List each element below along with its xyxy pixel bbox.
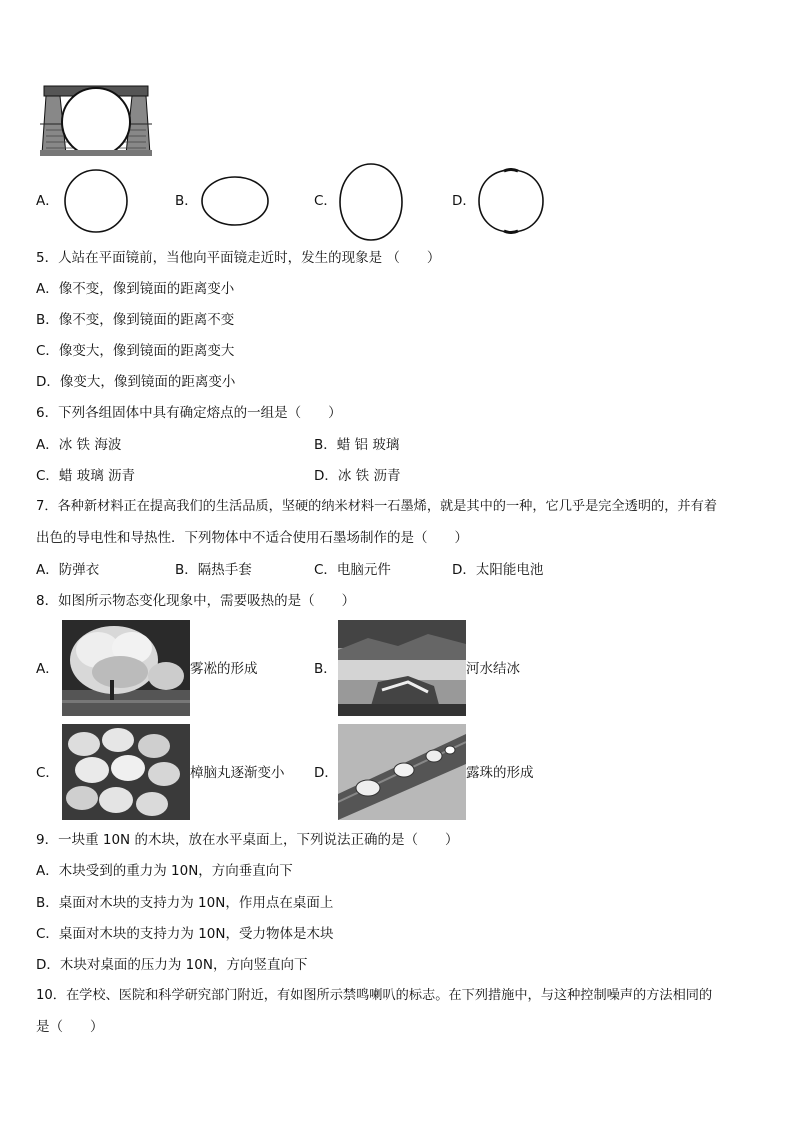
q6-option-d[interactable]: D．冰 铁 沥青 bbox=[314, 468, 401, 484]
rime-photo bbox=[62, 620, 190, 716]
q7-option-d[interactable]: D．太阳能电池 bbox=[452, 562, 544, 578]
q7-stem-line1: 7．各种新材料正在提高我们的生活品质，坚硬的纳米材料一石墨烯，就是其中的一种，它几乎是完全透明的，并有着 bbox=[36, 499, 717, 514]
mothballs-photo bbox=[62, 724, 190, 820]
q8-stem: 8．如图所示物态变化现象中，需要吸热的是（ ） bbox=[36, 593, 356, 609]
q6-option-a[interactable]: A．冰 铁 海波 bbox=[36, 437, 122, 453]
q8-option-b-caption: 河水结冰 bbox=[466, 661, 520, 677]
q6-option-b[interactable]: B．蜡 铝 玻璃 bbox=[314, 437, 400, 453]
q8-option-c-caption: 樟脑丸逐渐变小 bbox=[190, 765, 285, 781]
q4-option-c-shape bbox=[338, 162, 404, 242]
q9-stem: 9．一块重 10N 的木块，放在水平桌面上，下列说法正确的是（ ） bbox=[36, 832, 459, 848]
water-ball-illustration bbox=[40, 84, 152, 156]
q7-option-c[interactable]: C．电脑元件 bbox=[314, 562, 391, 578]
q6-option-c[interactable]: C．蜡 玻璃 沥青 bbox=[36, 468, 136, 484]
q8-option-d-caption: 露珠的形成 bbox=[466, 765, 534, 781]
q5-option-b[interactable]: B．像不变，像到镜面的距离不变 bbox=[36, 312, 235, 328]
q8-option-c-label[interactable]: C． bbox=[36, 765, 59, 781]
q5-option-c[interactable]: C．像变大，像到镜面的距离变大 bbox=[36, 343, 235, 359]
q7-option-b[interactable]: B．隔热手套 bbox=[175, 562, 252, 578]
q10-stem-line1: 10．在学校、医院和科学研究部门附近，有如图所示禁鸣喇叭的标志。在下列措施中，与这种控制噪声的方法相同的 bbox=[36, 988, 713, 1003]
frozen-river-photo bbox=[338, 620, 466, 716]
q4-option-d-shape bbox=[476, 168, 546, 234]
q9-option-d[interactable]: D．木块对桌面的压力为 10N，方向竖直向下 bbox=[36, 957, 308, 973]
q4-option-a-shape bbox=[62, 168, 130, 234]
q8-option-a-caption: 雾凇的形成 bbox=[190, 661, 258, 677]
q7-option-a[interactable]: A．防弹衣 bbox=[36, 562, 100, 578]
q5-option-a[interactable]: A．像不变，像到镜面的距离变小 bbox=[36, 281, 235, 297]
q4-option-b-label[interactable]: B． bbox=[175, 193, 198, 209]
q9-option-a[interactable]: A．木块受到的重力为 10N，方向垂直向下 bbox=[36, 863, 293, 879]
q4-option-c-label[interactable]: C． bbox=[314, 193, 337, 209]
q7-stem-line2: 出色的导电性和导热性．下列物体中不适合使用石墨场制作的是（ ） bbox=[36, 530, 468, 546]
q4-option-b-shape bbox=[200, 175, 270, 227]
q8-option-d-label[interactable]: D． bbox=[314, 765, 338, 781]
q4-option-d-label[interactable]: D． bbox=[452, 193, 476, 209]
dew-drops-photo bbox=[338, 724, 466, 820]
q10-stem-line2: 是（ ） bbox=[36, 1019, 104, 1035]
q6-stem: 6．下列各组固体中具有确定熔点的一组是（ ） bbox=[36, 405, 342, 421]
q8-option-b-label[interactable]: B． bbox=[314, 661, 337, 677]
q9-option-c[interactable]: C．桌面对木块的支持力为 10N，受力物体是木块 bbox=[36, 926, 334, 942]
q9-option-b[interactable]: B．桌面对木块的支持力为 10N，作用点在桌面上 bbox=[36, 895, 334, 911]
q8-option-a-label[interactable]: A． bbox=[36, 661, 59, 677]
q4-option-a-label[interactable]: A． bbox=[36, 193, 59, 209]
q5-option-d[interactable]: D．像变大，像到镜面的距离变小 bbox=[36, 374, 236, 390]
q5-stem: 5．人站在平面镜前，当他向平面镜走近时，发生的现象是 （ ） bbox=[36, 250, 441, 266]
